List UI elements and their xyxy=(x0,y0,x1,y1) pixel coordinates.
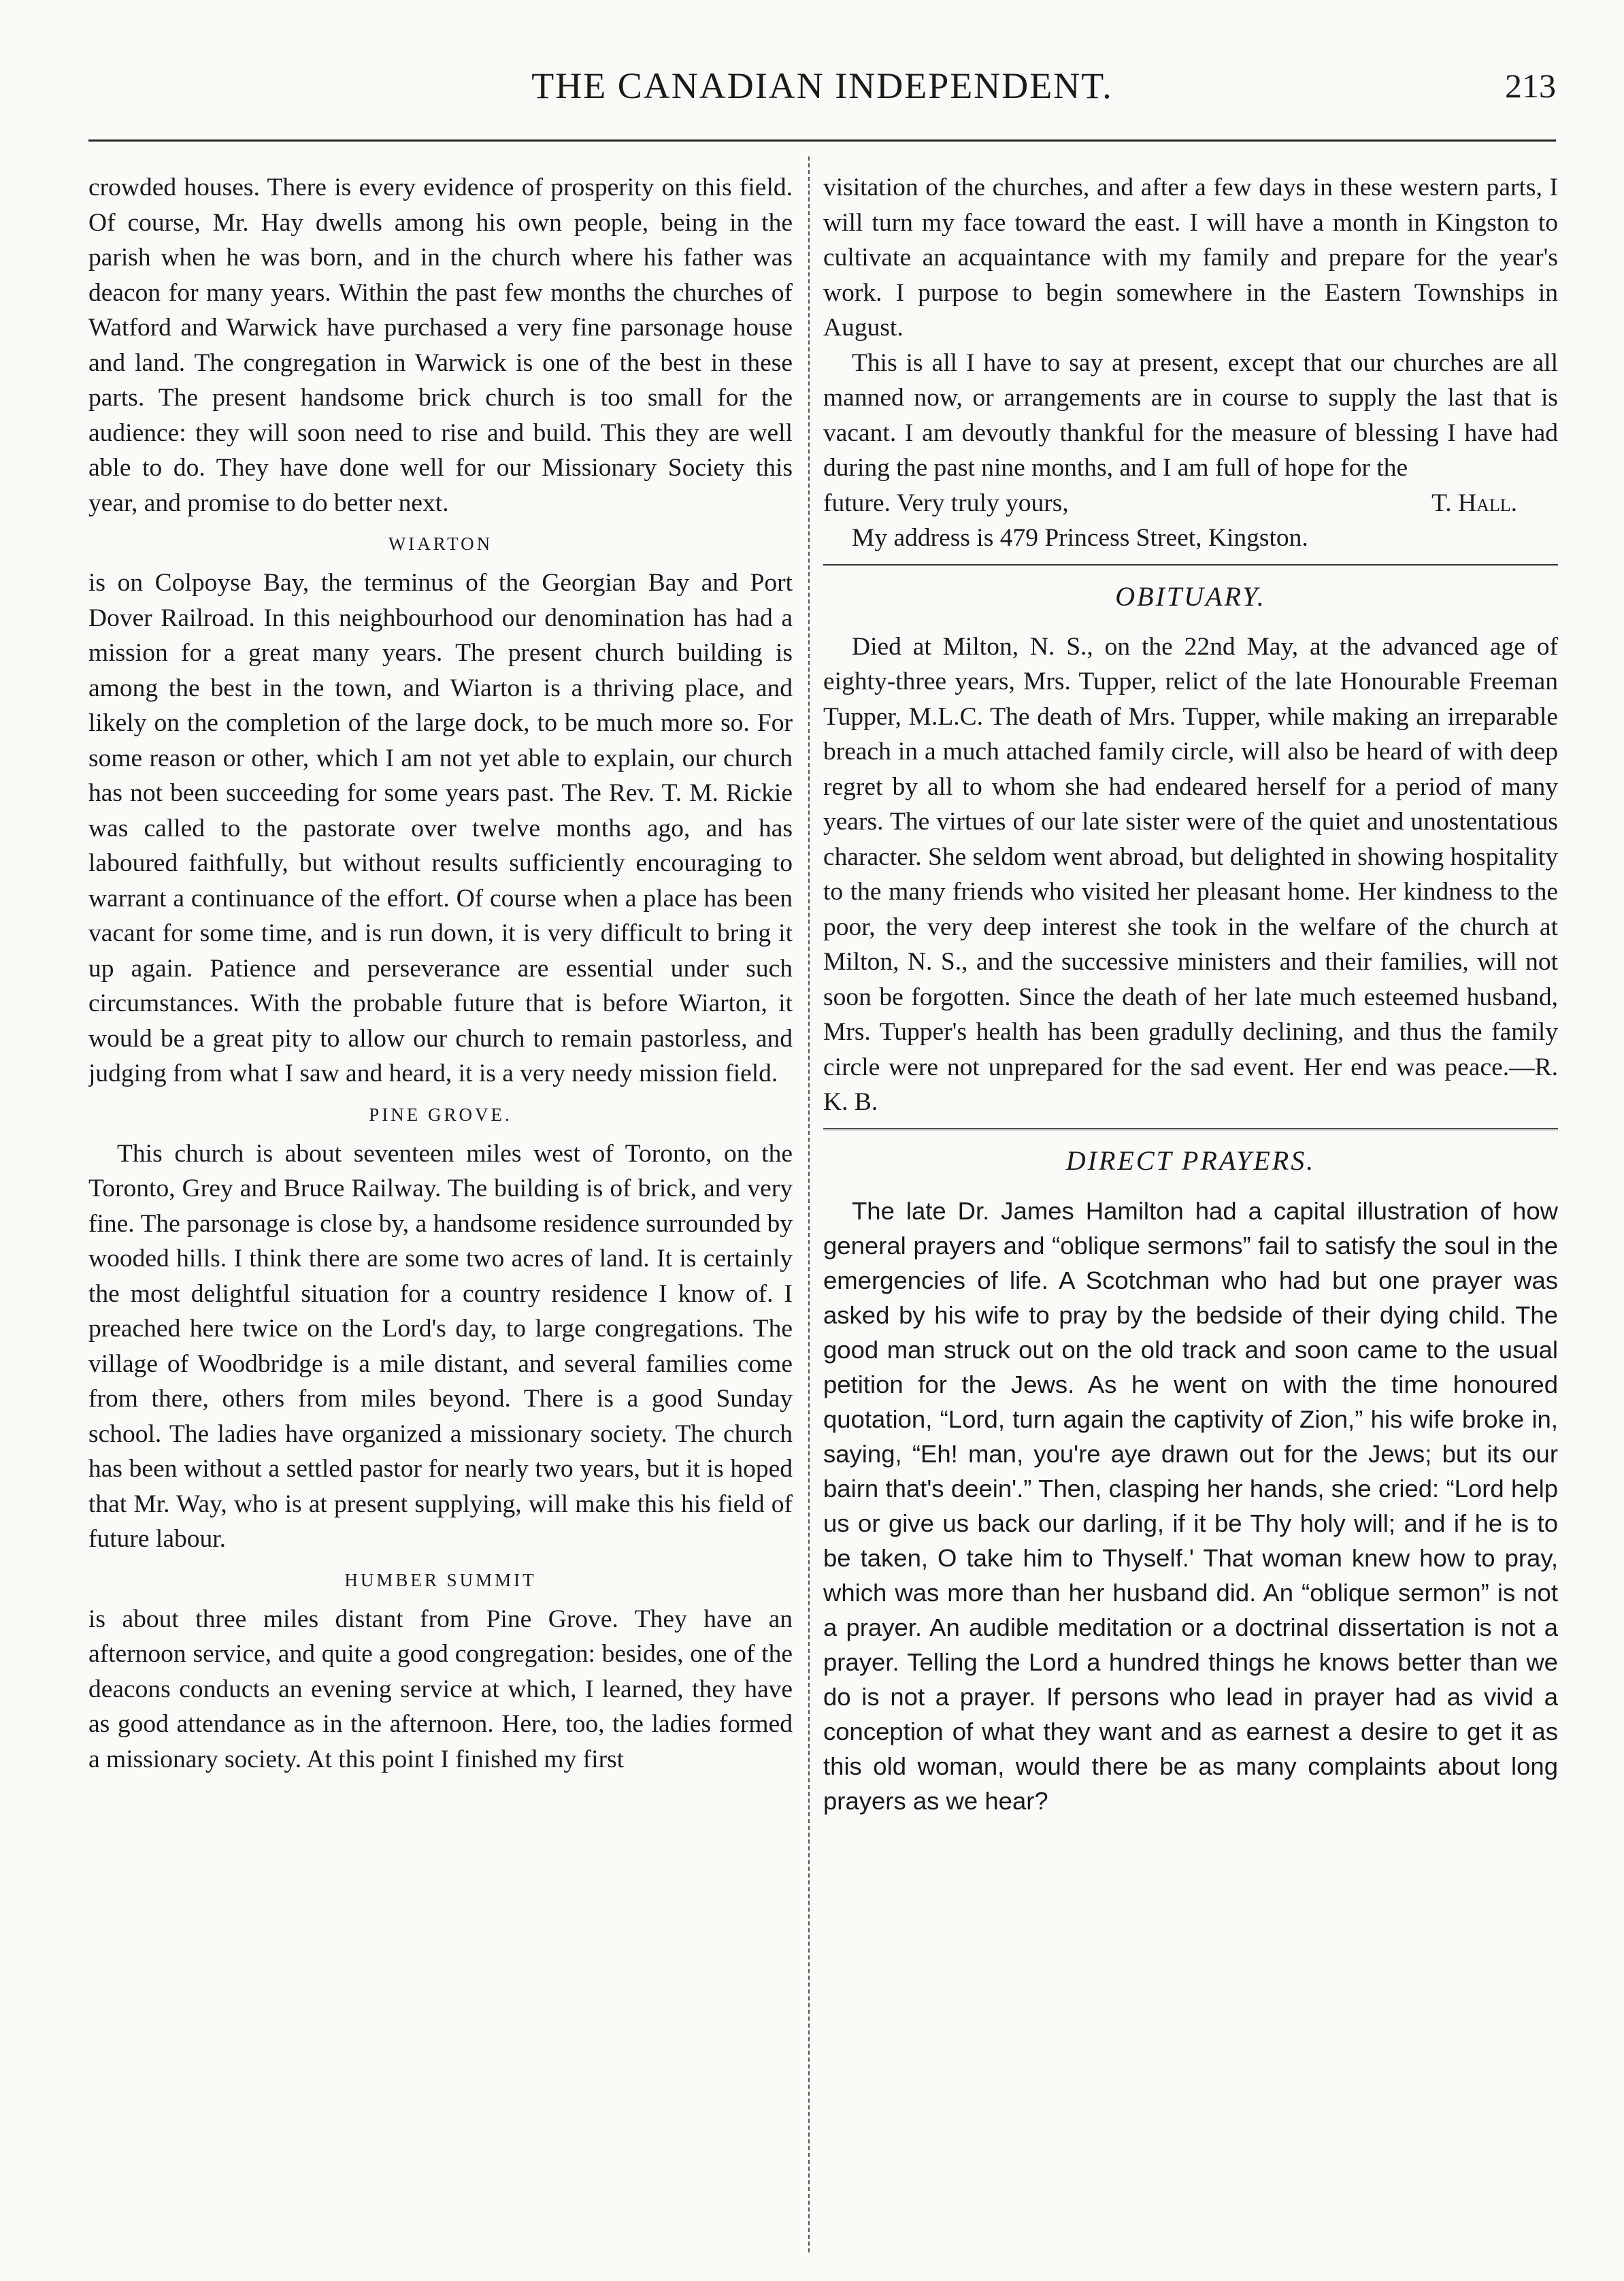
letter-address: My address is 479 Princess Street, Kingston. xyxy=(852,524,1308,552)
right-column xyxy=(823,170,1558,2246)
paragraph-humber-summit: is about three miles distant from Pine Grove. They have an afternoon service, and quite a good congregation: besides, one of the deacons conducts an evening service at which, I learned, they have as good attendance as in the afternoon. Here, too, the ladies formed a missionary society. At this point I finished my first xyxy=(88,1605,793,1773)
publication-title: THE CANADIAN INDEPENDENT. xyxy=(531,65,1113,106)
heading-wiarton: WIARTON xyxy=(388,534,493,554)
paragraph-visitation: visitation of the churches, and after a few days in these western parts, I will turn my face toward the east. I will have a month in Kingston to cultivate an acquaintance with my family and prepare for the year's work. I purpose to begin somewhere in the Eastern Townships in August. xyxy=(823,174,1558,342)
heading-humber-summit: HUMBER SUMMIT xyxy=(344,1569,537,1590)
prayers-title: DIRECT PRAYERS. xyxy=(1065,1145,1316,1176)
running-header xyxy=(88,58,1556,112)
letter-closing: future. Very truly yours, xyxy=(823,489,1069,517)
paragraph-wiarton: is on Colpoyse Bay, the terminus of the Georgian Bay and Port Dover Railroad. In this neighbourhood our denomination has had a mission for a great many years. The present church building is among the best in the town, and Wiarton is a thriving place, and likely on the completion of the large dock, to be much more so. For some reason or other, which I am not yet able to explain, our church has not been succeeding for some years past. The Rev. T. M. Rickie was called to the pastorate over twelve months ago, and has laboured faithfully, but without results sufficiently encouraging to warrant a continuance of the effort. Of course when a place has been vacant for some time, and is run down, it is very difficult to bring it up again. Patience and perseverance are essential under such circumstances. With the probable future that is before Wiarton, it would be a great pity to allow our church to remain pastorless, and judging from what I saw and heard, it is a very needy mission field. xyxy=(88,569,793,1087)
obituary-title: OBITUARY. xyxy=(1115,580,1266,612)
obituary-text: Died at Milton, N. S., on the 22nd May, at the advanced age of eighty-three years, Mrs. Tupper, relict of the late Honourable Freeman Tupper, M.L.C. The death of Mrs. Tupper, while making an irreparable breach in a much attached family circle, will also be heard of with deep regret by all to whom she had endeared herself for a period of many years. The virtues of our late sister were of the quiet and unostentatious character. She seldom went abroad, but delighted in showing hospitality to the many friends who visited her pleasant home. Her kindness to the poor, the very deep interest she took in the welfare of the church at Milton, N. S., and the successive ministers and their families, will not soon be forgotten. Since the death of her late much esteemed husband, Mrs. Tupper's health has been gradully declining, and thus the family circle were not unprepared for the sad event. Her end was peace.—R. K. B. xyxy=(823,632,1558,1116)
paragraph-watford-warwick: crowded houses. There is every evidence of prosperity on this field. Of course, Mr. Hay dwells among his own people, being in the parish when he was born, and in the church where his father was deacon for many years. Within the past few months the churches of Watford and Warwick have purchased a very fine parsonage house and land. The congregation in Warwick is one of the best in these parts. The present handsome brick church is too small for the audience: they will soon need to rise and build. This they are well able to do. They have done well for our Missionary Society this year, and promise to do better next. xyxy=(88,174,793,517)
obituary-rule xyxy=(823,564,1558,570)
page-number: 213 xyxy=(1505,67,1556,105)
paragraph-pine-grove: This church is about seventeen miles west of Toronto, on the Toronto, Grey and Bruce Railway. The building is of brick, and very fine. The parsonage is close by, a handsome residence surrounded by wooded hills. I think there are some two acres of land. It is certainly the most delightful situation for a country residence I know of. I preached here twice on the Lord's day, to large congregations. The village of Woodbridge is a mile distant, and several families come from there, others from miles beyond. There is a good Sunday school. The ladies have organized a missionary society. The church has been without a settled pastor for nearly two years, but it is hoped that Mr. Way, who is at present supplying, will make this his field of future labour. xyxy=(88,1139,793,1553)
left-column xyxy=(88,170,793,2246)
paragraph-closing-remarks: This is all I have to say at present, except that our churches are all manned now, or arrangements are in course to supply the last that is vacant. I am devoutly thankful for the measure of blessing I have had during the past nine months, and I am full of hope for the xyxy=(823,348,1558,482)
heading-pine-grove: PINE GROVE. xyxy=(369,1104,512,1125)
prayers-text: The late Dr. James Hamilton had a capital illustration of how general prayers and “oblique sermons” fail to satisfy the soul in the emergencies of life. A Scotchman who had but one prayer was asked by his wife to pray by the bedside of their dying child. The good man struck out on the old track and soon came to the usual petition for the Jews. As he went on with the time honoured quotation, “Lord, turn again the captivity of Zion,” his wife broke in, saying, “Eh! man, you're aye drawn out for the Jews; but its our bairn that's deein'.” Then, clasping her hands, she cried: “Lord help us or give us back our darling, if it be Thy holy will; and if he is to be taken, O take him to Thyself.' That woman knew how to pray, which was more than her husband did. An “oblique sermon” is not a prayer. An audible meditation or a doctrinal dissertation is not a prayer. Telling the Lord a hundred things he knows better than we do is not a prayer. If persons who lead in prayer had as vivid a conception of what they want and as earnest a desire to get it as this old woman, would there be as many complaints about long prayers as we hear? xyxy=(823,1196,1558,1815)
letter-signature: T. Hall. xyxy=(1431,489,1517,517)
header-rule xyxy=(88,140,1556,142)
column-divider xyxy=(808,157,810,2252)
prayers-rule xyxy=(823,1128,1558,1134)
letter-signature-line xyxy=(823,486,1558,521)
